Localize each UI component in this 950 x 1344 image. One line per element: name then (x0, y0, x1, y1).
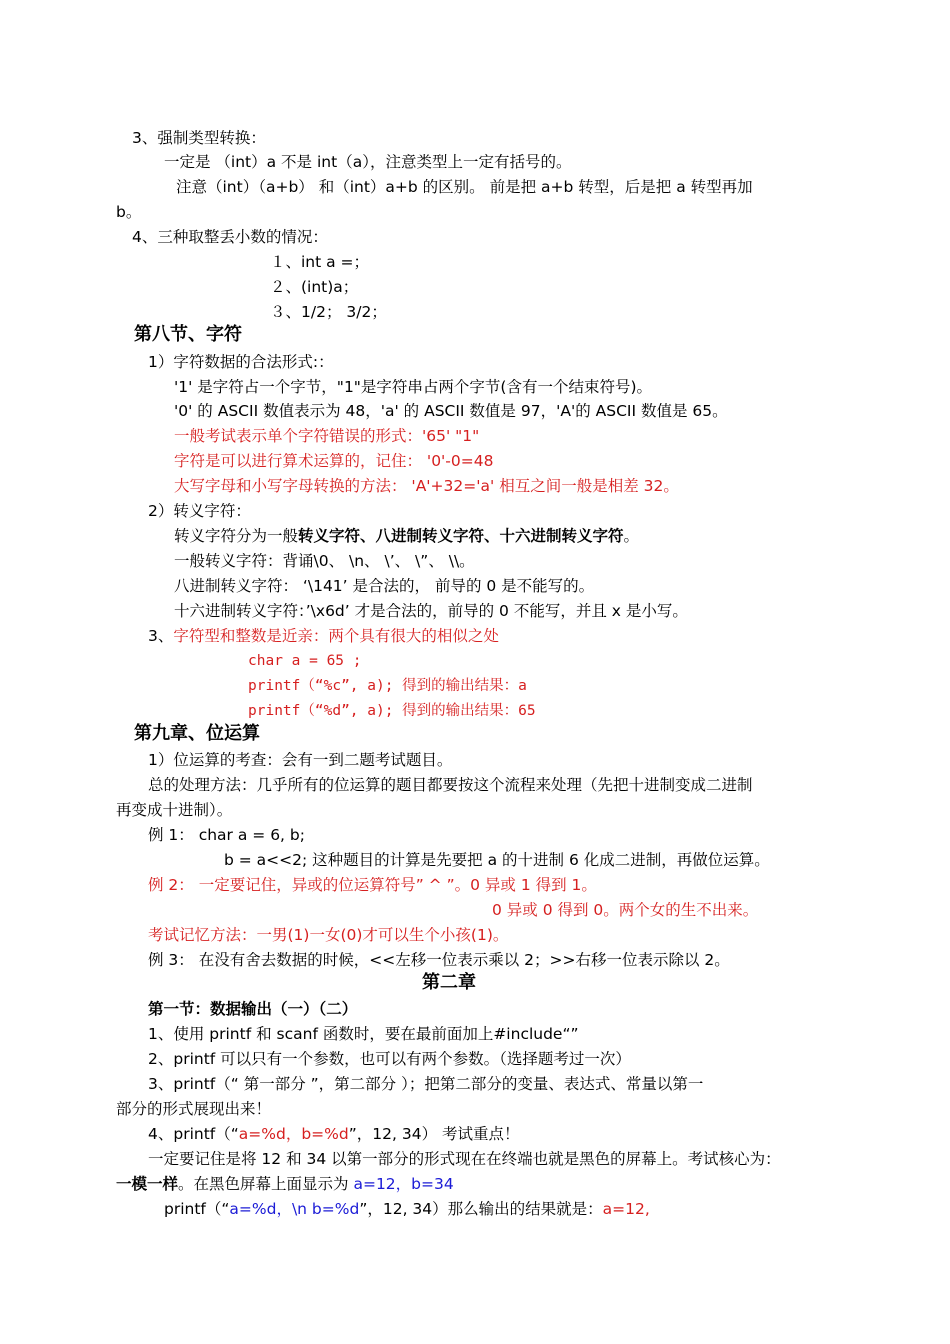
text-line: b = a<<2; 这种题目的计算是先要把 a 的十进制 6 化成二进制，再做位运算。 (224, 851, 770, 869)
text-line: 3、printf（“ 第一部分 ”，第二部分 ）；把第二部分的变量、表达式、常量以第一 (148, 1075, 704, 1093)
text-line: 3、强制类型转换： (132, 129, 266, 147)
text-segment: 3、 (148, 627, 174, 645)
text-line: '0' 的 ASCII 数值表示为 48，'a' 的 ASCII 数值是 97，'A'的 ASCII 数值是 65。 (174, 402, 728, 420)
text-line: b。 (116, 203, 142, 221)
highlight-line: 考试记忆方法：一男(1)一女(0)才可以生个小孩(1)。 (148, 926, 509, 944)
highlight-line: 0 异或 0 得到 0。两个女的生不出来。 (492, 901, 759, 919)
text-line: 注意（int）（a+b） 和（int）a+b 的区别。 前是把 a+b 转型，后是把 a 转型再加 (176, 178, 753, 196)
format-string: a=%d，\n b=%d (229, 1200, 360, 1218)
text-line: 1）字符数据的合法形式:： (148, 353, 334, 371)
output-example: a=12，b=34 (353, 1175, 454, 1193)
text-line: 一定要记住是将 12 和 34 以第一部分的形式现在在终端也就是黑色的屏幕上。考试核心为： (148, 1150, 781, 1168)
text-segment: 。 (623, 527, 640, 545)
text-segment: ”，12, 34） 考试重点！ (348, 1125, 520, 1143)
section-heading: 第八节、字符 (134, 324, 242, 345)
bold-segment: 转义字符、八进制转义字符、十六进制转义字符 (298, 527, 624, 545)
chapter-heading: 第二章 (422, 972, 476, 993)
bold-segment: 一模一样 (116, 1175, 179, 1193)
highlight-line: 大写字母和小写字母转换的方法： 'A'+32='a' 相互之间一般是相差 32。 (174, 477, 679, 495)
text-line: ２、(int)a； (270, 278, 359, 296)
text-line (174, 526, 639, 546)
code-line: printf（“%d”, a); 得到的输出结果：65 (248, 703, 536, 719)
highlight-line: 字符是可以进行算术运算的，记住： '0'-0=48 (174, 452, 494, 470)
text-line (148, 1124, 520, 1144)
code-line: char a = 65 ; (248, 653, 362, 669)
text-segment: 。在黑色屏幕上面显示为 (178, 1175, 354, 1193)
text-line: 部分的形式展现出来！ (116, 1100, 272, 1118)
text-line: 一般转义字符：背诵\0、 \n、 \’、 \”、 \\。 (174, 552, 475, 570)
text-line: ３、1/2； 3/2； (270, 303, 387, 321)
text-line: '1' 是字符占一个字节，"1"是字符串占两个字节(含有一个结束符号)。 (174, 378, 653, 396)
text-line: 1）位运算的考查：会有一到二题考试题目。 (148, 751, 453, 769)
text-line: 1、使用 printf 和 scanf 函数时，要在最前面加上#include“” (148, 1025, 579, 1043)
text-line: 4、三种取整丢小数的情况： (132, 228, 328, 246)
text-line: 八进制转义字符： ‘\141’ 是合法的， 前导的 0 是不能写的。 (174, 577, 595, 595)
text-line (164, 1199, 650, 1219)
subsection-heading: 第一节：数据输出（一）（二） (148, 1000, 358, 1018)
text-line: 2）转义字符： (148, 502, 251, 520)
highlight-line: 一般考试表示单个字符错误的形式：'65' "1" (174, 427, 480, 445)
text-segment: printf（“ (164, 1200, 230, 1218)
highlight-segment: 字符型和整数是近亲：两个具有很大的相似之处 (173, 627, 499, 645)
section-heading: 第九章、位运算 (134, 723, 260, 744)
format-string: a=%d，b=%d (238, 1125, 349, 1143)
text-line (116, 1174, 454, 1194)
text-line (148, 626, 499, 646)
text-line: 再变成十进制）。 (116, 801, 233, 819)
text-line: 十六进制转义字符：’\x6d’ 才是合法的，前导的 0 不能写，并且 x 是小写。 (174, 602, 688, 620)
code-line: printf（“%c”, a); 得到的输出结果：a (248, 678, 527, 694)
text-line: 2、printf 可以只有一个参数，也可以有两个参数。（选择题考过一次） (148, 1050, 631, 1068)
text-line: 例 1： char a = 6, b; (148, 826, 305, 844)
text-segment: 转义字符分为一般 (174, 527, 299, 545)
text-segment: ”，12, 34）那么输出的结果就是： (359, 1200, 603, 1218)
text-line: １、int a =； (270, 253, 370, 271)
text-line: 总的处理方法：几乎所有的位运算的题目都要按这个流程来处理（先把十进制变成二进制 (148, 776, 753, 794)
output-example: a=12, (602, 1200, 650, 1218)
highlight-line: 例 2： 一定要记住，异或的位运算符号” ^ ”。0 异或 1 得到 1。 (148, 876, 597, 894)
text-line: 例 3： 在没有舍去数据的时候，<<左移一位表示乘以 2；>>右移一位表示除以 2。 (148, 951, 730, 969)
text-segment: 4、printf（“ (148, 1125, 239, 1143)
text-line: 一定是 （int）a 不是 int（a），注意类型上一定有括号的。 (164, 153, 572, 171)
